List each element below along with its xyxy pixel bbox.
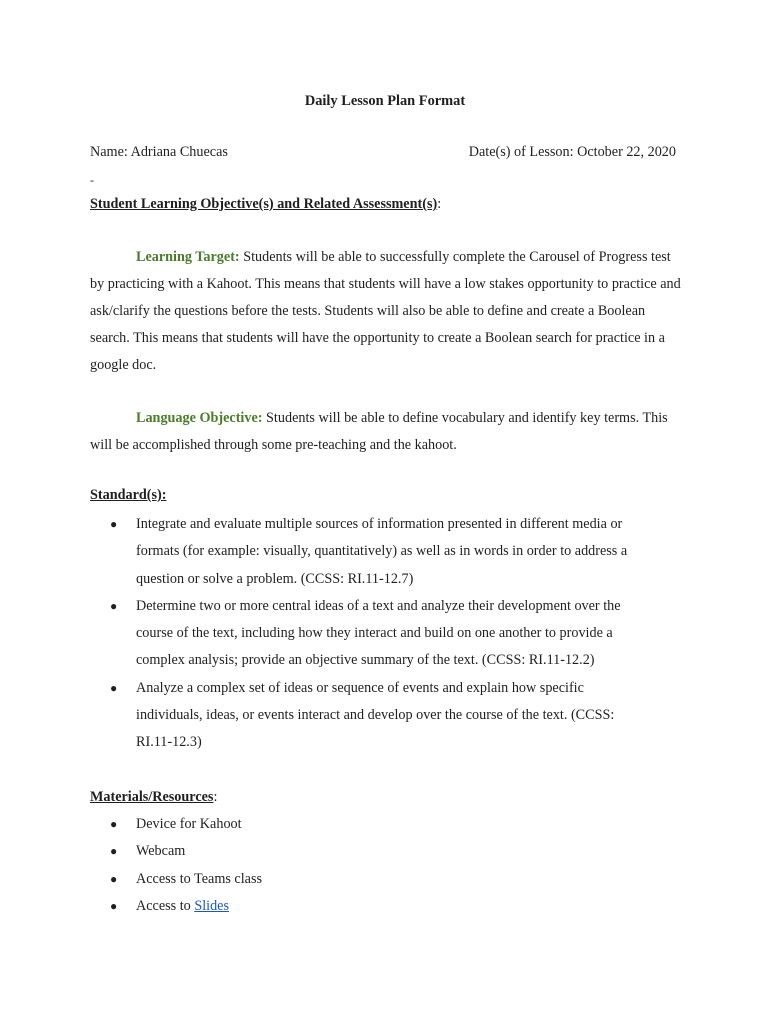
learning-target-label: Learning Target: (136, 249, 240, 265)
list-item (90, 893, 650, 920)
bullet-icon: ● (110, 898, 118, 913)
objectives-heading-colon: : (437, 196, 442, 212)
slides-link[interactable]: Slides (194, 897, 229, 914)
objectives-heading: Student Learning Objective(s) and Related Assessment(s) (90, 196, 438, 212)
learning-target-paragraph (90, 244, 682, 379)
materials-heading: Materials/Resources (90, 789, 214, 805)
list-item (90, 811, 650, 838)
teacher-name: Name: Adriana Chuecas (90, 144, 228, 160)
material-text: Access to Teams class (136, 870, 263, 887)
standards-heading: Standard(s): (90, 487, 167, 503)
list-item (90, 593, 650, 675)
materials-heading-colon: : (213, 789, 218, 805)
standard-text: Determine two or more central ideas of a text and analyze their development over the course of the text, including how they interact and build on one another to provide a complex analysis; provide an objective summary of the text. (CCSS: RI.11-12.2) (136, 597, 621, 669)
list-item (90, 511, 650, 593)
materials-list (90, 811, 650, 920)
learning-target-text: Students will be able to successfully complete the Carousel of Progress test by practicing with a Kahoot. This means that students will have a low stakes opportunity to practice and ask/clarify the questions before the tests. Students will also be able to define and create a Boolean search. This means that students will have the opportunity to create a Boolean search for practice in a google doc. (90, 249, 681, 373)
bullet-icon: ● (110, 844, 118, 859)
objectives-heading-row (90, 196, 441, 213)
list-item (90, 675, 650, 757)
list-item (90, 838, 650, 865)
standard-text: Analyze a complex set of ideas or sequence of events and explain how specific individuals, ideas, or events interact and develop over the course of the text. (CCSS: RI.11-12.3) (136, 679, 615, 751)
bullet-icon: ● (110, 817, 118, 831)
lesson-date: Date(s) of Lesson: October 22, 2020 (468, 144, 676, 160)
dash-marker: - (90, 173, 94, 187)
header-info-row (90, 144, 676, 161)
standards-list (90, 511, 650, 757)
material-text: Device for Kahoot (136, 816, 242, 832)
language-objective-paragraph (90, 405, 682, 459)
bullet-icon: ● (110, 871, 118, 886)
list-item (90, 866, 650, 893)
material-text: Webcam (136, 843, 186, 860)
material-text: Access to (136, 897, 195, 914)
bullet-icon: ● (110, 598, 118, 613)
language-objective-text: Students will be able to define vocabulary and identify key terms. This will be accomplished through some pre-teaching and the kahoot. (90, 410, 668, 453)
standard-text: Integrate and evaluate multiple sources of information presented in different media or formats (for example: visually, quantitatively) as well as in words in order to address a question or solve a problem. (CCSS: RI.11-12.7) (136, 516, 628, 587)
materials-heading-row (90, 789, 217, 806)
bullet-icon: ● (110, 680, 118, 695)
document-title: Daily Lesson Plan Format (304, 93, 466, 109)
bullet-icon: ● (110, 517, 118, 531)
language-objective-label: Language Objective: (136, 410, 263, 426)
